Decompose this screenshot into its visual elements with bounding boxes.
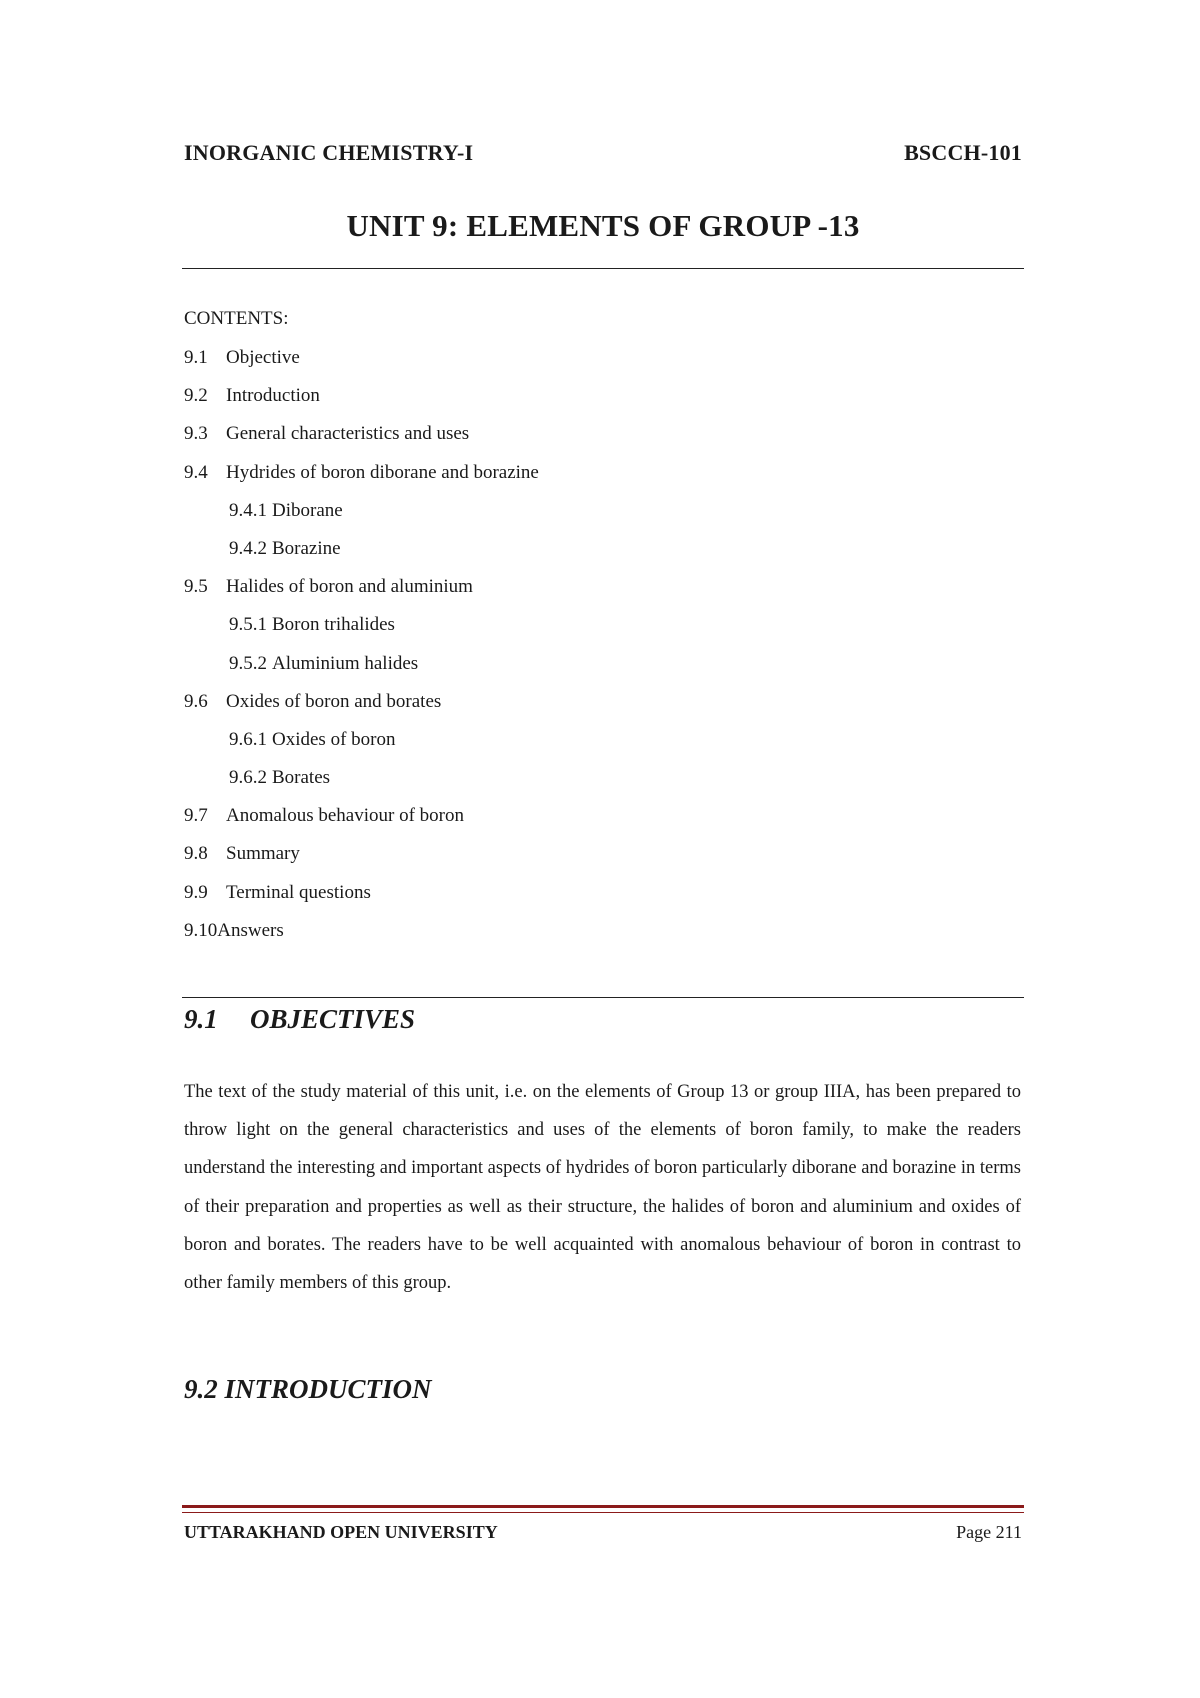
section-rule	[182, 997, 1024, 998]
table-of-contents	[184, 346, 539, 957]
toc-item	[184, 690, 539, 728]
unit-title: UNIT 9: ELEMENTS OF GROUP -13	[346, 208, 860, 243]
toc-item-number: 9.2	[184, 385, 208, 407]
toc-item	[184, 346, 539, 384]
toc-item-label: Halides of boron and aluminium	[226, 576, 473, 598]
toc-subitem	[184, 766, 539, 804]
toc-item-label: Boron trihalides	[272, 614, 395, 636]
toc-item	[184, 842, 539, 880]
toc-item-number: 9.4	[184, 461, 208, 483]
toc-item	[184, 919, 539, 957]
running-header-code: BSCCH-101	[904, 140, 1022, 165]
toc-item-label: Aluminium halides	[272, 652, 419, 674]
toc-subitem	[184, 652, 539, 690]
toc-item-number: 9.6.2	[229, 767, 267, 789]
toc-item-number: 9.3	[184, 423, 208, 445]
toc-item-number: 9.6	[184, 690, 208, 712]
toc-item	[184, 461, 539, 499]
toc-item-number: 9.5	[184, 576, 208, 598]
toc-item-number: 9.8	[184, 843, 208, 865]
toc-item-label: Answers	[217, 919, 284, 941]
toc-item-number: 9.9	[184, 881, 208, 903]
toc-item-label: Oxides of boron and borates	[226, 690, 442, 712]
toc-item-label: Borates	[272, 767, 331, 789]
toc-subitem	[184, 613, 539, 651]
toc-item-number: 9.1	[184, 347, 208, 368]
toc-item-number: 9.4.2	[229, 537, 267, 559]
title-rule	[182, 268, 1024, 269]
introduction-heading: 9.2 INTRODUCTION	[184, 1374, 432, 1404]
section-title: OBJECTIVES	[250, 1004, 416, 1034]
contents-heading: CONTENTS:	[184, 308, 289, 329]
objectives-heading	[184, 1004, 415, 1035]
toc-item-label: Anomalous behaviour of boron	[226, 805, 464, 827]
section-number: 9.1	[184, 1004, 218, 1034]
running-header-course: INORGANIC CHEMISTRY-I	[184, 140, 474, 165]
toc-item-label: Terminal questions	[226, 881, 371, 903]
toc-item-number: 9.7	[184, 805, 208, 827]
toc-item-number: 9.4.1	[229, 499, 267, 521]
toc-item	[184, 422, 539, 460]
toc-item	[184, 804, 539, 842]
toc-subitem	[184, 499, 539, 537]
toc-item-label: Diborane	[272, 499, 343, 521]
toc-subitem	[184, 537, 539, 575]
toc-item-label: Summary	[226, 843, 300, 865]
toc-item-label: Objective	[226, 347, 300, 368]
toc-item-label: General characteristics and uses	[226, 423, 470, 445]
toc-item	[184, 575, 539, 613]
toc-item	[184, 881, 539, 919]
toc-item-label: Hydrides of boron diborane and borazine	[226, 461, 539, 483]
objectives-paragraph: The text of the study material of this unit, i.e. on the elements of Group 13 or group IIIA, has been prepared to throw light on the general characteristics and uses of the elements of boron family, to make the readers understand the interesting and important aspects of hydrides of boron particularly diborane and borazine in terms of their preparation and properties as well as their structure, the halides of boron and aluminium and oxides of boron and borates. The readers have to be well acquainted with anomalous behaviour of boron in contrast to other family members of this group.	[184, 1082, 1021, 1294]
toc-item-number: 9.10	[184, 919, 218, 941]
footer-page-number: Page 211	[956, 1522, 1022, 1542]
toc-item-number: 9.5.1	[229, 614, 267, 636]
footer-rule	[182, 1505, 1024, 1513]
toc-subitem	[184, 728, 539, 766]
toc-item-label: Borazine	[272, 537, 341, 559]
toc-item-number: 9.6.1	[229, 728, 267, 750]
footer-institution: UTTARAKHAND OPEN UNIVERSITY	[184, 1522, 498, 1542]
toc-item	[184, 384, 539, 422]
toc-item-label: Oxides of boron	[272, 728, 396, 750]
toc-item-number: 9.5.2	[229, 652, 267, 674]
toc-item-label: Introduction	[226, 385, 320, 407]
